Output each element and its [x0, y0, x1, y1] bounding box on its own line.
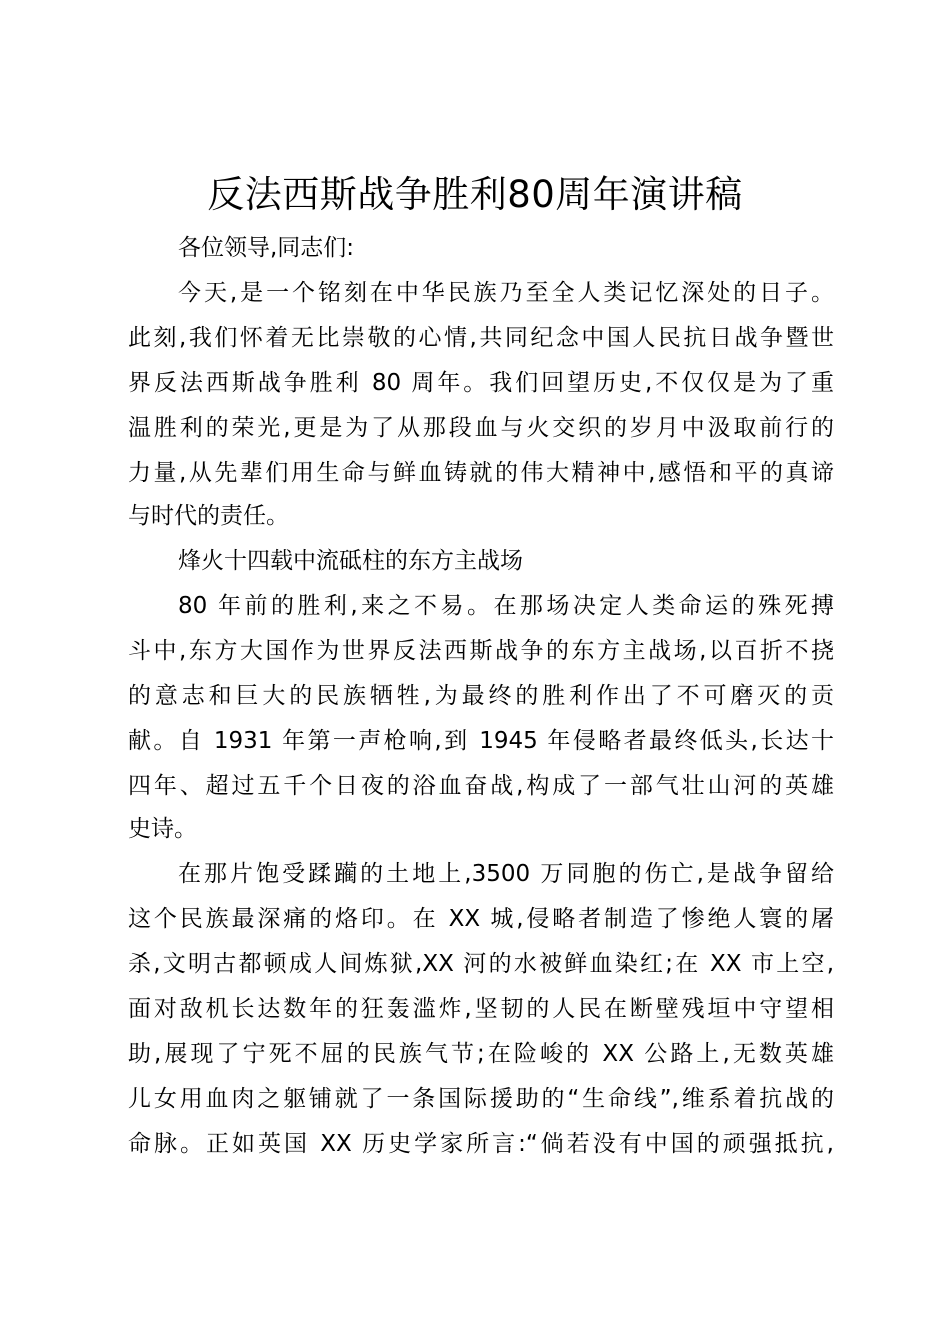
paragraph-1-line: 今天,是一个铭刻在中华民族乃至全人类记忆深处的日子。 [178, 280, 834, 306]
paragraph-3-line: 在那片饱受蹂躏的土地上,3500 万同胞的伤亡,是战争留给 [178, 861, 834, 887]
salutation: 各位领导,同志们: [178, 235, 355, 261]
paragraph-3-line: 助,展现了宁死不屈的民族气节;在险峻的 XX 公路上,无数英雄 [128, 1041, 834, 1067]
paragraph-3-line: 儿女用血肉之躯铺就了一条国际援助的“生命线”,维系着抗战的 [128, 1086, 834, 1112]
paragraph-3-line: 面对敌机长达数年的狂轰滥炸,坚韧的人民在断壁残垣中守望相 [128, 996, 834, 1022]
paragraph-3-line: 这个民族最深痛的烙印。在 XX 城,侵略者制造了惨绝人寰的屠 [128, 906, 834, 932]
paragraph-1-line: 力量,从先辈们用生命与鲜血铸就的伟大精神中,感悟和平的真谛 [128, 460, 834, 486]
paragraph-2-line: 献。自 1931 年第一声枪响,到 1945 年侵略者最终低头,长达十 [128, 728, 834, 754]
paragraph-2-line: 的意志和巨大的民族牺牲,为最终的胜利作出了不可磨灭的贡 [128, 683, 834, 709]
paragraph-1-line: 界反法西斯战争胜利 80 周年。我们回望历史,不仅仅是为了重 [128, 370, 834, 396]
paragraph-2-line: 斗中,东方大国作为世界反法西斯战争的东方主战场,以百折不挠 [128, 638, 834, 664]
paragraph-3-line: 命脉。正如英国 XX 历史学家所言:“倘若没有中国的顽强抵抗, [128, 1131, 834, 1157]
paragraph-2-line: 80 年前的胜利,来之不易。在那场决定人类命运的殊死搏 [178, 593, 834, 619]
paragraph-1-line: 温胜利的荣光,更是为了从那段血与火交织的岁月中汲取前行的 [128, 415, 834, 441]
paragraph-2-line: 四年、超过五千个日夜的浴血奋战,构成了一部气壮山河的英雄 [128, 773, 834, 799]
section-heading: 烽火十四载中流砥柱的东方主战场 [178, 548, 523, 574]
paragraph-3-line: 杀,文明古都顿成人间炼狱,XX 河的水被鲜血染红;在 XX 市上空, [128, 951, 834, 977]
paragraph-1-line: 此刻,我们怀着无比崇敬的心情,共同纪念中国人民抗日战争暨世 [128, 325, 834, 351]
paragraph-2-line: 史诗。 [128, 816, 197, 842]
document-title: 反法西斯战争胜利80周年演讲稿 [207, 173, 743, 216]
paragraph-1-line: 与时代的责任。 [128, 503, 289, 529]
